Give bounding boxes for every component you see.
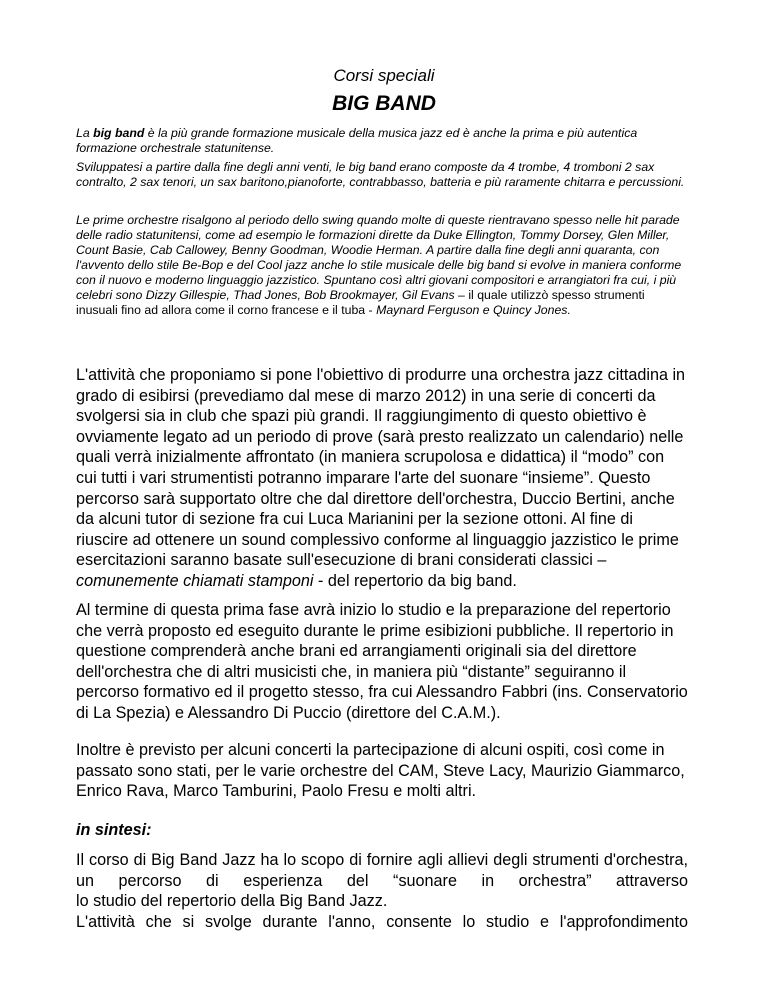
page-title: BIG BAND [332, 92, 436, 115]
intro-paragraph-3 [76, 213, 688, 318]
body-p1-pre: L'attività che proponiamo si pone l'obiettivo di produrre una orchestra jazz cittadina in grado di esibirsi (prevediamo dal mese di marzo 2012) in una serie di concerti da svolgersi sia in club che spazi più grandi. Il raggiungimento di questo obiettivo è ovviamente legato ad un periodo di prove (sarà presto realizzato un calendario) nelle quali verrà inizialmente affrontato (in maniera scrupolosa e didattica) il “modo” con cui tutti i vari strumentisti potranno imparare l'arte del suonare “insieme”. Questo percorso sarà supportato oltre che dal direttore dell'orchestra, Duccio Bertini, anche da alcuni tutor di sezione fra cui Luca Marianini per la sezione ottoni. Al fine di riuscire ad ottenere un sound complessivo conforme al linguaggio jazzistico le prime esercitazioni saranno basate sull'esecuzione di brani considerati classici – [76, 366, 686, 570]
intro-paragraph-1 [76, 126, 688, 156]
intro-paragraph-2: Sviluppatesi a partire dalla fine degli anni venti, le big band erano composte da 4 trombe, 4 tromboni 2 sax contralto, 2 sax tenori, un sax baritono,pianoforte, contrabbasso, batteria e più raramente chitarra e percussioni. [76, 160, 685, 189]
intro-p3-normal: – il quale utilizzò spesso strumenti inusuali fino ad allora come il corno francese e il tuba - [76, 288, 645, 317]
body-p4-line-2: lo studio del repertorio della Big Band Jazz. [76, 892, 388, 911]
body-paragraph-4 [76, 850, 688, 932]
intro-p1-bold: big band [93, 126, 145, 140]
body-p1-italic: comunemente chiamati stamponi [76, 571, 314, 590]
intro-p3-italic: Le prime orchestre risalgono al periodo dello swing quando molte di queste rientravano spesso nelle hit parade delle radio statunitensi, come ad esempio le formazioni dirette da Duke Ellington, Tommy Dorsey, Glen Miller, Count Basie, Cab Callowey, Benny Goodman, Woodie Herman. A partire dalla fine degli anni quaranta, con l'avvento dello stile Be-Bop e del Cool jazz anche lo stile musicale delle big band si evolve in maniera conforme con il nuovo e moderno linguaggio jazzistico. Spuntano così altri giovani compositori e arrangiatori fra cui, i più celebri sono Dizzy Gillespie, Thad Jones, Bob Brookmayer, Gil Evans [76, 213, 682, 302]
body-p4-line-1: Il corso di Big Band Jazz ha lo scopo di fornire agli allievi degli strumenti d'orchestra, un percorso di esperienza del “suonare in orchestra” attraverso [76, 851, 688, 890]
intro-p3-tail: Maynard Ferguson e Quincy Jones. [376, 303, 571, 317]
body-p5-line-1: L'attività che si svolge durante l'anno, consente lo studio e l'approfondimento [76, 912, 688, 931]
body-paragraph-2: Al termine di questa prima fase avrà inizio lo studio e la preparazione del repertorio che verrà proposto ed eseguito durante le prime esibizioni pubbliche. Il repertorio in questione comprenderà anche brani ed arrangiamenti originali sia del direttore dell'orchestra che di altri musicisti che, in maniera più “distante” seguiranno il percorso formativo ed il progetto stesso, fra cui Alessandro Fabbri (ins. Conservatorio di La Spezia) e Alessandro Di Puccio (direttore del C.A.M.). [76, 601, 688, 722]
body-p1-post: - del repertorio da big band. [313, 571, 517, 590]
intro-p1-pre: La [76, 126, 94, 140]
intro-p1-post: è la più grande formazione musicale della musica jazz ed è anche la prima e più autentica formazione orchestrale statunitense. [76, 126, 638, 155]
body-paragraph-3: Inoltre è previsto per alcuni concerti la partecipazione di alcuni ospiti, così come in passato sono stati, per le varie orchestre del CAM, Steve Lacy, Maurizio Giammarco, Enrico Rava, Marco Tamburini, Paolo Fresu e molti altri. [76, 741, 685, 801]
section-heading: in sintesi: [76, 821, 152, 839]
subtitle: Corsi speciali [333, 66, 435, 85]
body-paragraph-1 [76, 365, 688, 592]
